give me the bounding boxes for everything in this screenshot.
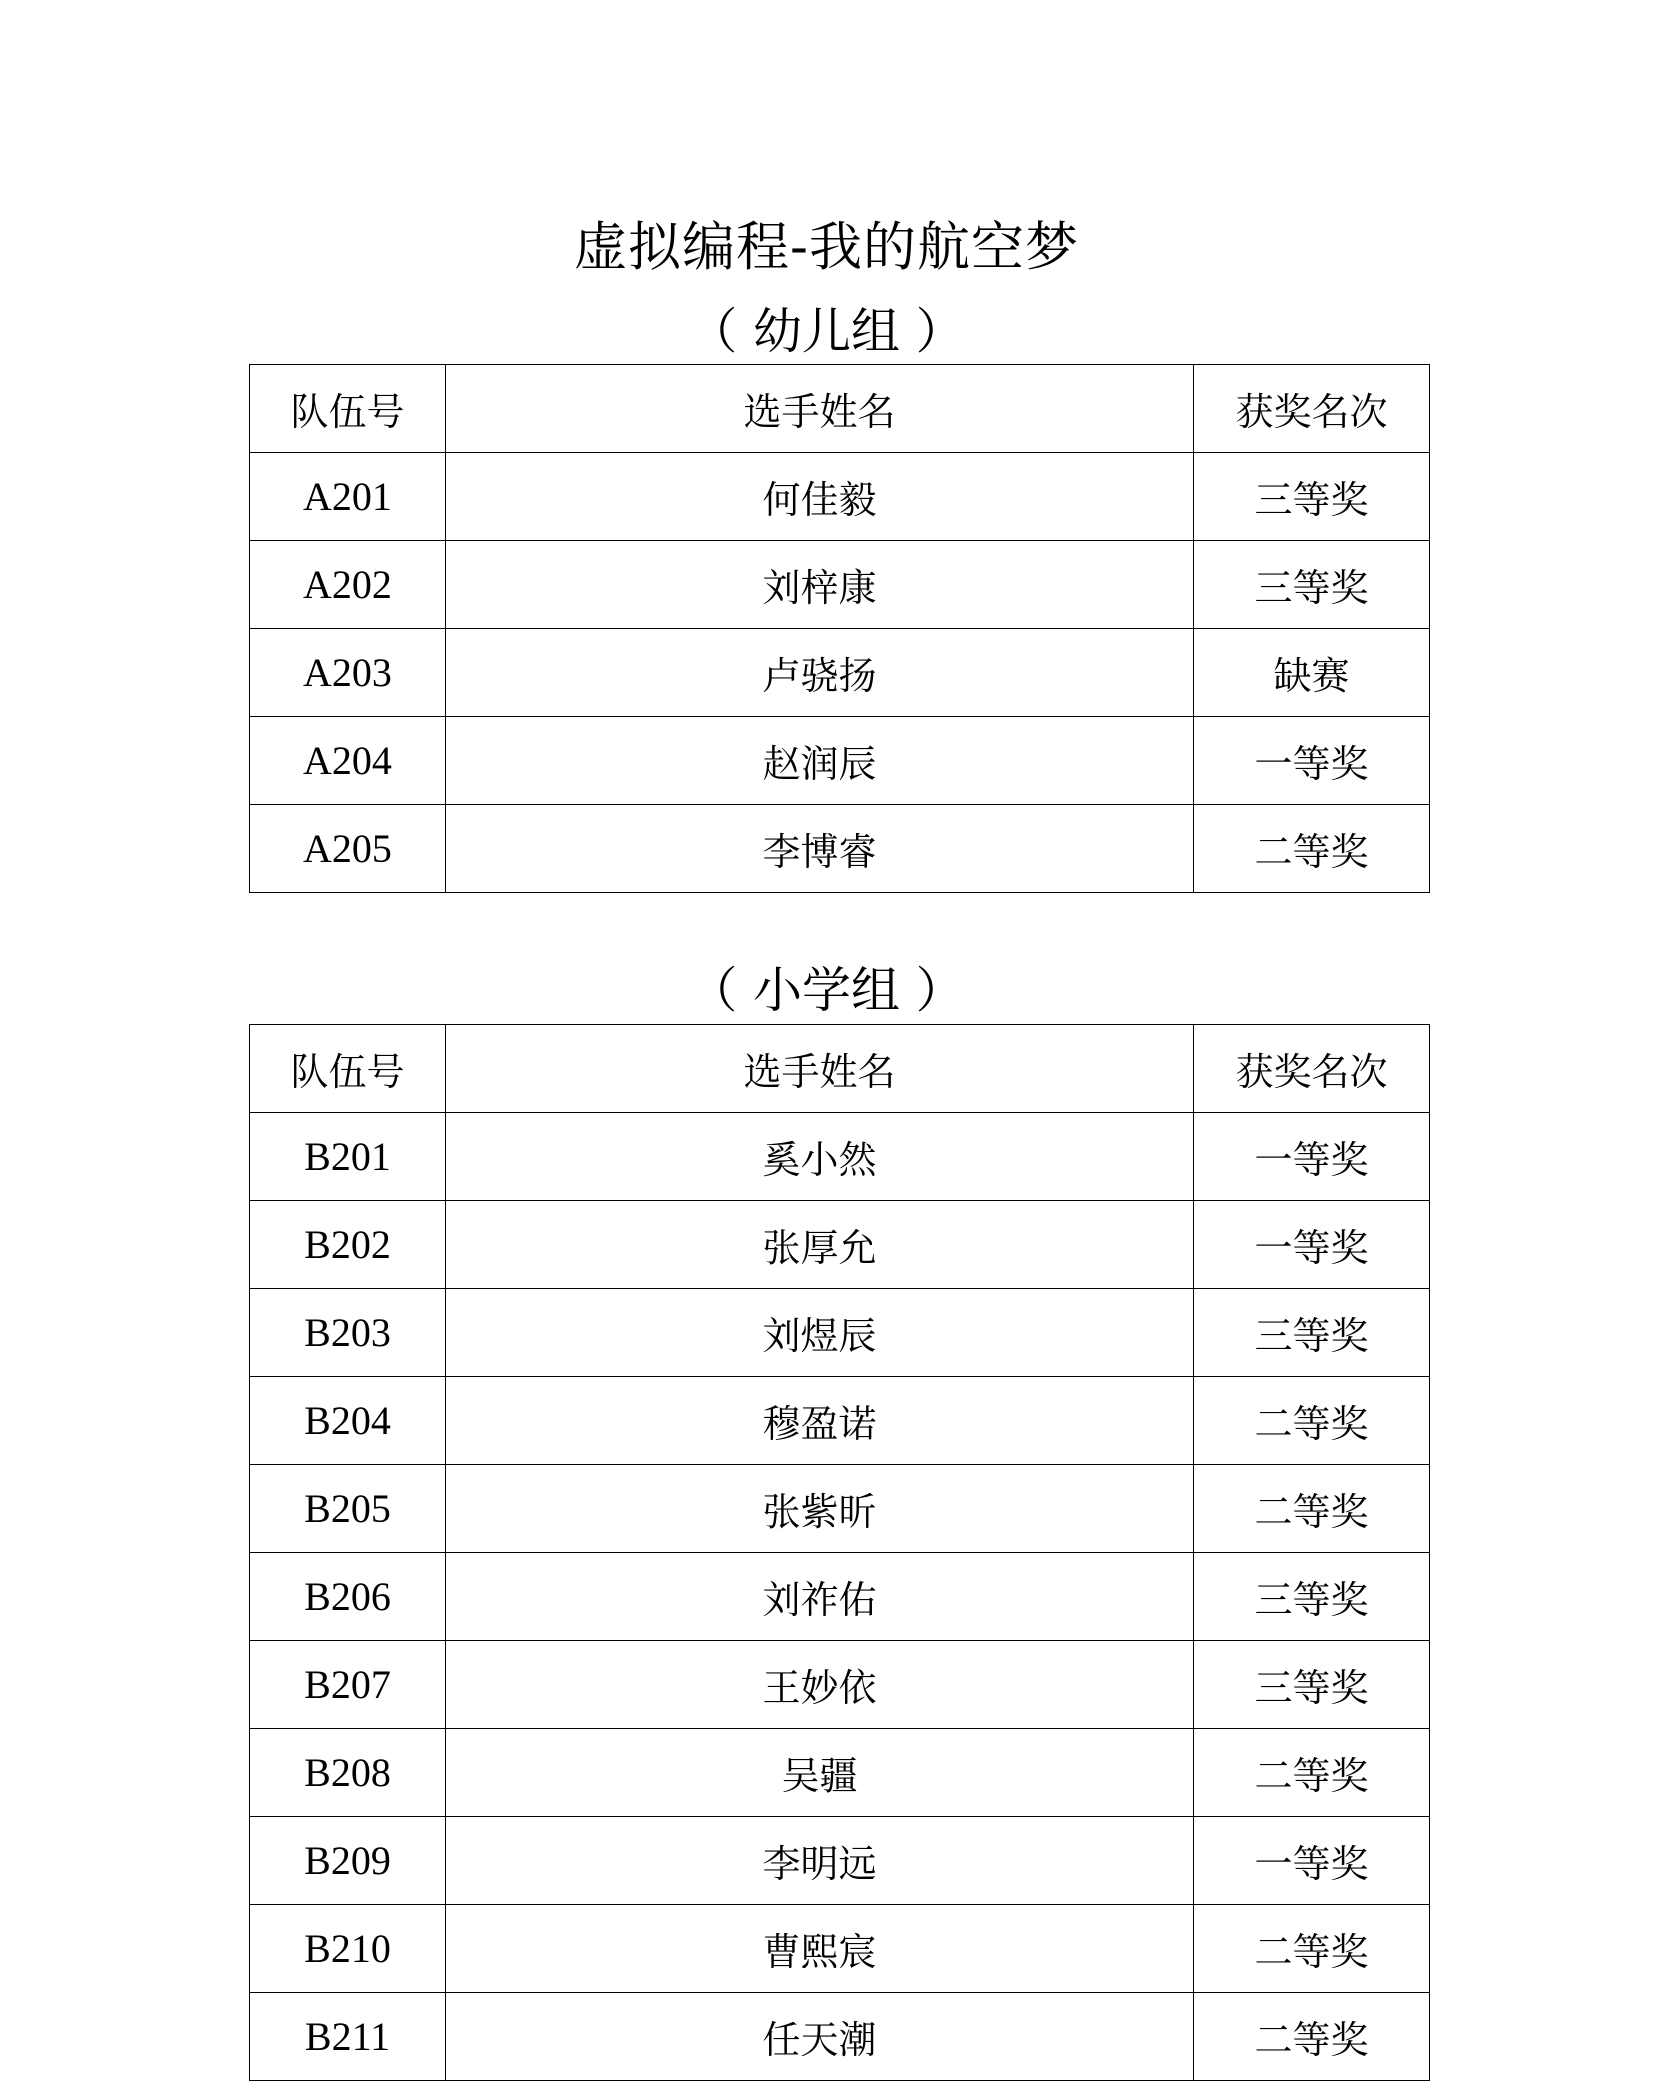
team-number-cell: B211: [250, 1993, 446, 2081]
table-row: [250, 1465, 1430, 1553]
award-cell: 一等奖: [1194, 1201, 1430, 1289]
player-name-cell: 卢骁扬: [446, 629, 1194, 717]
table-row: [250, 1729, 1430, 1817]
award-cell: 缺赛: [1194, 629, 1430, 717]
team-number-cell: B207: [250, 1641, 446, 1729]
award-cell: 二等奖: [1194, 1465, 1430, 1553]
header-award-rank: 获奖名次: [1194, 365, 1430, 453]
player-name-cell: 赵润辰: [446, 717, 1194, 805]
award-cell: 二等奖: [1194, 1905, 1430, 1993]
player-name-cell: 张紫昕: [446, 1465, 1194, 1553]
award-cell: 三等奖: [1194, 1641, 1430, 1729]
team-number-cell: B203: [250, 1289, 446, 1377]
results-table-kindergarten: [249, 364, 1430, 893]
table-row: [250, 1377, 1430, 1465]
team-number-cell: A203: [250, 629, 446, 717]
document-title: 虚拟编程-我的航空梦: [574, 217, 1079, 278]
player-name-cell: 李明远: [446, 1817, 1194, 1905]
team-number-cell: B201: [250, 1113, 446, 1201]
table-row: [250, 1201, 1430, 1289]
table-row: [250, 629, 1430, 717]
team-number-cell: A205: [250, 805, 446, 893]
award-cell: 一等奖: [1194, 717, 1430, 805]
player-name-cell: 刘祚佑: [446, 1553, 1194, 1641]
table-header-row: [250, 1025, 1430, 1113]
team-number-cell: A204: [250, 717, 446, 805]
player-name-cell: 刘梓康: [446, 541, 1194, 629]
player-name-cell: 吴疆: [446, 1729, 1194, 1817]
table-row: [250, 453, 1430, 541]
table-row: [250, 1905, 1430, 1993]
header-team-number: 队伍号: [250, 1025, 446, 1113]
table-row: [250, 1993, 1430, 2081]
player-name-cell: 何佳毅: [446, 453, 1194, 541]
award-cell: 一等奖: [1194, 1113, 1430, 1201]
table-header-row: [250, 365, 1430, 453]
team-number-cell: A201: [250, 453, 446, 541]
award-cell: 二等奖: [1194, 805, 1430, 893]
table-row: [250, 1113, 1430, 1201]
table-row: [250, 1289, 1430, 1377]
player-name-cell: 李博睿: [446, 805, 1194, 893]
team-number-cell: B205: [250, 1465, 446, 1553]
team-number-cell: B206: [250, 1553, 446, 1641]
team-number-cell: B209: [250, 1817, 446, 1905]
header-player-name: 选手姓名: [446, 1025, 1194, 1113]
award-cell: 二等奖: [1194, 1729, 1430, 1817]
results-table-primary-school: [249, 1024, 1430, 2081]
award-cell: 三等奖: [1194, 541, 1430, 629]
table-row: [250, 805, 1430, 893]
header-player-name: 选手姓名: [446, 365, 1194, 453]
team-number-cell: A202: [250, 541, 446, 629]
player-name-cell: 刘煜辰: [446, 1289, 1194, 1377]
award-cell: 二等奖: [1194, 1993, 1430, 2081]
award-cell: 三等奖: [1194, 453, 1430, 541]
player-name-cell: 任天潮: [446, 1993, 1194, 2081]
team-number-cell: B204: [250, 1377, 446, 1465]
player-name-cell: 穆盈诺: [446, 1377, 1194, 1465]
header-award-rank: 获奖名次: [1194, 1025, 1430, 1113]
team-number-cell: B210: [250, 1905, 446, 1993]
header-team-number: 队伍号: [250, 365, 446, 453]
table-row: [250, 1817, 1430, 1905]
award-cell: 三等奖: [1194, 1553, 1430, 1641]
player-name-cell: 曹熙宸: [446, 1905, 1194, 1993]
table-row: [250, 1641, 1430, 1729]
group-title-primary-school: （ 小学组 ）: [688, 962, 965, 1019]
group-title-kindergarten: （ 幼儿组 ）: [688, 303, 965, 360]
table-row: [250, 1553, 1430, 1641]
team-number-cell: B208: [250, 1729, 446, 1817]
player-name-cell: 王妙依: [446, 1641, 1194, 1729]
award-cell: 一等奖: [1194, 1817, 1430, 1905]
team-number-cell: B202: [250, 1201, 446, 1289]
table-row: [250, 717, 1430, 805]
award-cell: 三等奖: [1194, 1289, 1430, 1377]
player-name-cell: 奚小然: [446, 1113, 1194, 1201]
table-row: [250, 541, 1430, 629]
award-cell: 二等奖: [1194, 1377, 1430, 1465]
player-name-cell: 张厚允: [446, 1201, 1194, 1289]
